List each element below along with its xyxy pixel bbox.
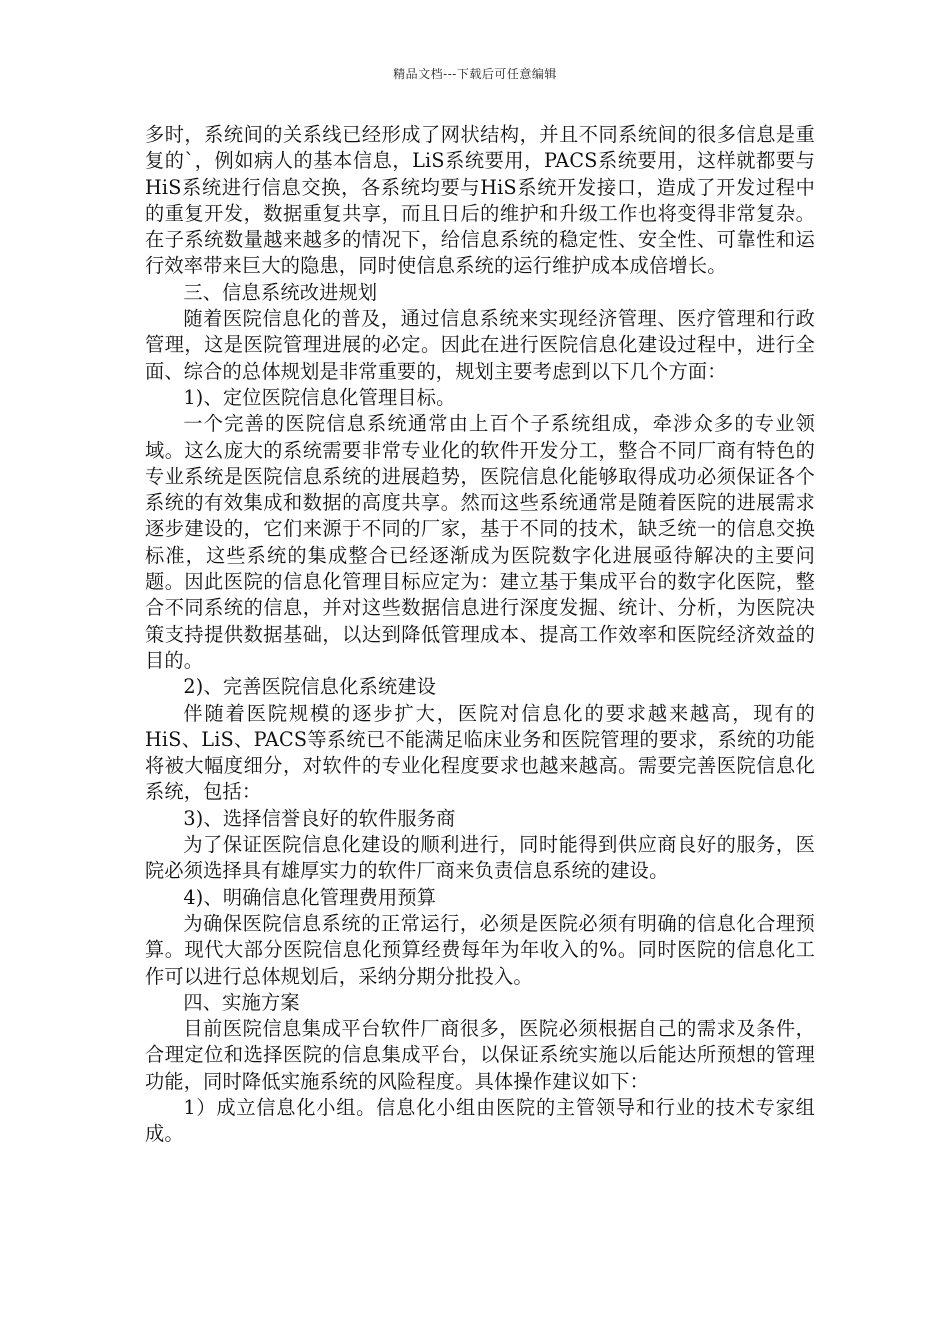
paragraph: 随着医院信息化的普及，通过信息系统来实现经济管理、医疗管理和行政管理，这是医院管理进展的必定。因此在进行医院信息化建设过程中，进行全面、综合的总体规划是非常重要的，规划主要考虑到以下几个方面： <box>145 307 815 383</box>
section-heading: 三、信息系统改进规划 <box>183 280 378 304</box>
subsection-heading: 2)、完善医院信息化系统建设 <box>183 675 437 699</box>
paragraph: 1）成立信息化小组。信息化小组由医院的主管领导和行业的技术专家组成。 <box>145 1095 815 1146</box>
paragraph: 为确保医院信息系统的正常运行，必须是医院必须有明确的信息化合理预算。现代大部分医院信息化预算经费每年为年收入的%。同时医院的信息化工作可以进行总体规划后，采纳分期分批投入。 <box>145 911 815 988</box>
paragraph: 为了保证医院信息化建设的顺利进行，同时能得到供应商良好的服务，医院必须选择具有雄厚实力的软件厂商来负责信息系统的建设。 <box>145 833 815 883</box>
subsection-heading: 3)、选择信誉良好的软件服务商 <box>183 806 456 830</box>
paragraph: 一个完善的医院信息系统通常由上百个子系统组成，牵涉众多的专业领域。这么庞大的系统需要非常专业化的软件开发分工，整合不同厂商有特色的专业系统是医院信息系统的进展趋势，医院信息化能够取得成功必须保证各个系统的有效集成和数据的高度共享。然而这些系统通常是随着医院的进展需求逐步建设的，它们来源于不同的厂家，基于不同的技术，缺乏统一的信息交换标准，这些系统的集成整合已经逐渐成为医院数字化进展亟待解决的主要问题。因此医院的信息化管理目标应定为：建立基于集成平台的数字化医院，整合不同系统的信息，并对这些数据信息进行深度发掘、统计、分析，为医院决策支持提供数据基础，以达到降低管理成本、提高工作效率和医院经济效益的目的。 <box>145 412 815 672</box>
document-body <box>145 122 815 1148</box>
paragraph: 伴随着医院规模的逐步扩大，医院对信息化的要求越来越高，现有的HiS、LiS、PACS等系统已不能满足临床业务和医院管理的要求，系统的功能将被大幅度细分，对软件的专业化程度要求也越来越高。需要完善医院信息化系统，包括： <box>145 701 815 804</box>
subsection-heading: 4)、明确信息化管理费用预算 <box>183 885 437 909</box>
paragraph: 多时，系统间的关系线已经形成了网状结构，并且不同系统间的很多信息是重复的`，例如病人的基本信息，LiS系统要用，PACS系统要用，这样就都要与HiS系统进行信息交换，各系统均要与HiS系统开发接口，造成了开发过程中的重复开发，数据重复共享，而且日后的维护和升级工作也将变得非常复杂。在子系统数量越来越多的情况下，给信息系统的稳定性、安全性、可靠性和运行效率带来巨大的隐患，同时使信息系统的运行维护成本成倍增长。 <box>145 123 815 278</box>
section-heading: 四、实施方案 <box>183 990 300 1014</box>
subsection-heading: 1)、定位医院信息化管理目标。 <box>183 385 456 409</box>
paragraph: 目前医院信息集成平台软件厂商很多，医院必须根据自己的需求及条件，合理定位和选择医院的信息集成平台，以保证系统实施以后能达所预想的管理功能，同时降低实施系统的风险程度。具体操作建议如下： <box>145 1017 815 1093</box>
page-header: 精品文档---下载后可任意编辑 <box>393 67 557 81</box>
